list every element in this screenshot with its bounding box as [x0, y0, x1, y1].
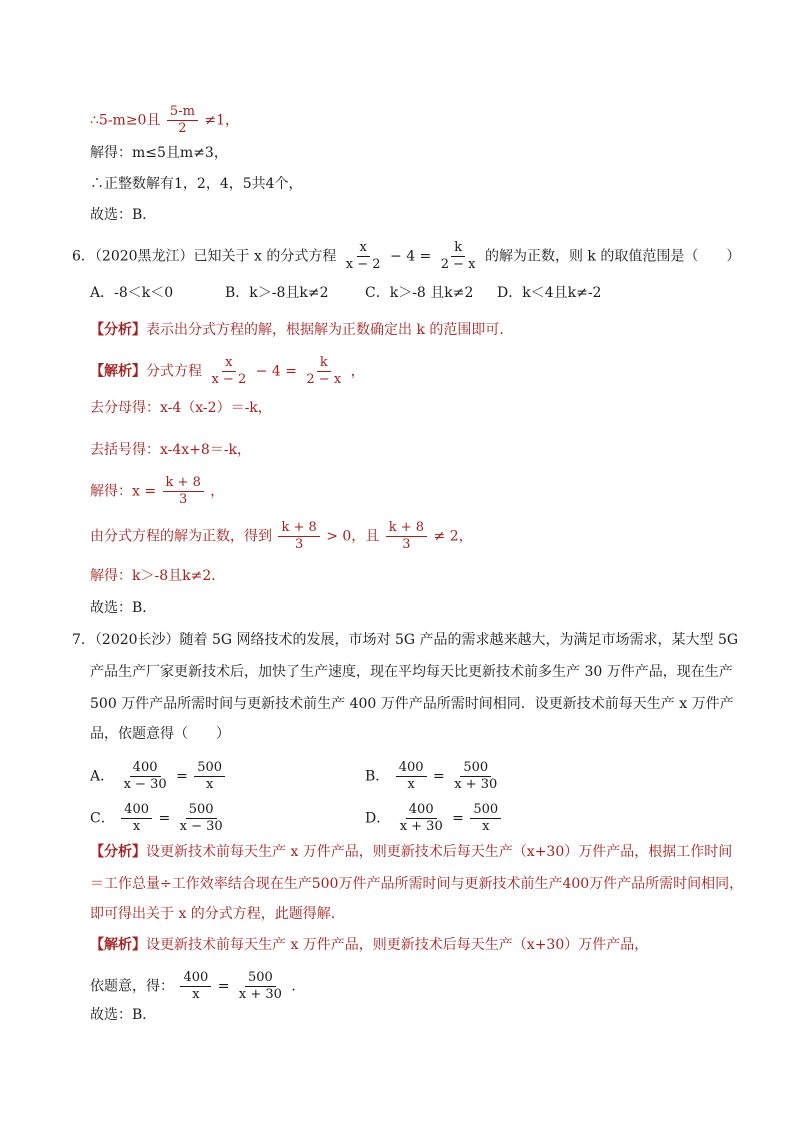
q7-analysis-1: 【分析】设更新技术前每天生产 x 万件产品，则更新技术后每天生产（x+30）万件产品，根据工作时间	[90, 844, 733, 860]
q7-analysis-2: ＝工作总量÷工作效率结合现在生产500万件产品所需时间与更新技术前生产400万件产品所需时间相同，	[90, 876, 744, 892]
q6-stem: 6．（2020黑龙江）已知关于 x 的分式方程 $\frac{x}{x - 2}$ − 4 = $\frac{k}{2 - x}$ 的解为正数，则 k 的取值范围是（ ）	[72, 240, 741, 272]
q6-fraction-k: $\frac{k}{2 - x}$	[440, 240, 476, 272]
q6-step-6: 解得：k＞-8且k≠2．	[90, 568, 226, 584]
q7-stem-2: 产品生产厂家更新技术后，加快了生产速度，现在平均每天比更新技术前多生产 30 万件产品，现在生产	[90, 664, 733, 680]
q7-solution-1: 【解析】设更新技术前每天生产 x 万件产品，则更新技术后每天生产（x+30）万件产品，	[90, 937, 649, 953]
solution-line-3: ∴正整数解有1，2，4，5共4个，	[90, 176, 303, 192]
answer-line: 故选：B．	[90, 207, 157, 223]
q6-step-2: 去分母得：x-4（x-2）＝-k，	[90, 400, 272, 416]
q7-stem-4: 品，依题意得（ ）	[90, 726, 230, 742]
q6-option-c: C．k＞-8 且k≠2	[365, 285, 474, 301]
q6-option-d: D．k＜4且k≠-2	[497, 285, 602, 301]
analysis-tag: 【分析】	[90, 322, 146, 338]
q7-option-a: A． $\frac{400}{x - 30}$ = $\frac{500}{x}$	[90, 760, 227, 793]
q6-step-5: 由分式方程的解为正数，得到 $\frac{k + 8}{3}$ > 0，且 $\frac{k + 8}{3}$ ≠ 2，	[90, 520, 473, 552]
q6-solution-line-1: 【解析】分式方程 $\frac{x}{x - 2}$ − 4 = $\frac{k}{2 - x}$ ，	[90, 355, 365, 387]
q7-stem-3: 500 万件产品所需时间与更新技术前生产 400 万件产品所需时间相同．设更新技术前每天生产 x 万件产	[90, 696, 734, 712]
q6-answer: 故选：B．	[90, 600, 157, 616]
q6-step-3: 去括号得：x-4x+8＝-k，	[90, 442, 252, 458]
q7-option-b: B． $\frac{400}{x}$ = $\frac{500}{x + 30}$	[365, 760, 498, 792]
inequality-text: ∴5-m≥0且	[90, 112, 161, 129]
inequality-tail: ≠1，	[204, 112, 240, 129]
q7-solution-2: 依题意，得： $\frac{400}{x}$ = $\frac{500}{x + 30}$ ．	[90, 970, 306, 1002]
q6-fraction-x: $\frac{x}{x - 2}$	[345, 240, 381, 272]
q7-stem-1: 7．（2020长沙）随着 5G 网络技术的发展，市场对 5G 产品的需求越来越大，为满足市场需求，某大型 5G	[72, 632, 739, 648]
q7-analysis-3: 即可得出关于 x 的分式方程，此题得解．	[90, 906, 345, 922]
q6-step-4: 解得：x = $\frac{k + 8}{3}$ ，	[90, 475, 225, 507]
solution-tag: 【解析】	[90, 937, 146, 953]
fraction: $\frac{5-m}{2}$	[167, 104, 198, 137]
analysis-tag: 【分析】	[90, 844, 146, 860]
solution-line-2: 解得：m≤5且m≠3，	[90, 145, 228, 161]
q6-option-a: A．-8＜k＜0	[90, 285, 174, 301]
q7-answer: 故选：B．	[90, 1007, 157, 1023]
q6-option-b: B．k＞-8且k≠2	[225, 285, 329, 301]
q6-analysis: 【分析】表示出分式方程的解，根据解为正数确定出 k 的范围即可．	[90, 322, 514, 338]
q7-option-c: C． $\frac{400}{x}$ = $\frac{500}{x - 30}$	[90, 802, 223, 834]
solution-tag: 【解析】	[90, 363, 146, 380]
solution-line-1	[90, 104, 239, 137]
q7-option-d: D． $\frac{400}{x + 30}$ = $\frac{500}{x}$	[365, 802, 503, 835]
